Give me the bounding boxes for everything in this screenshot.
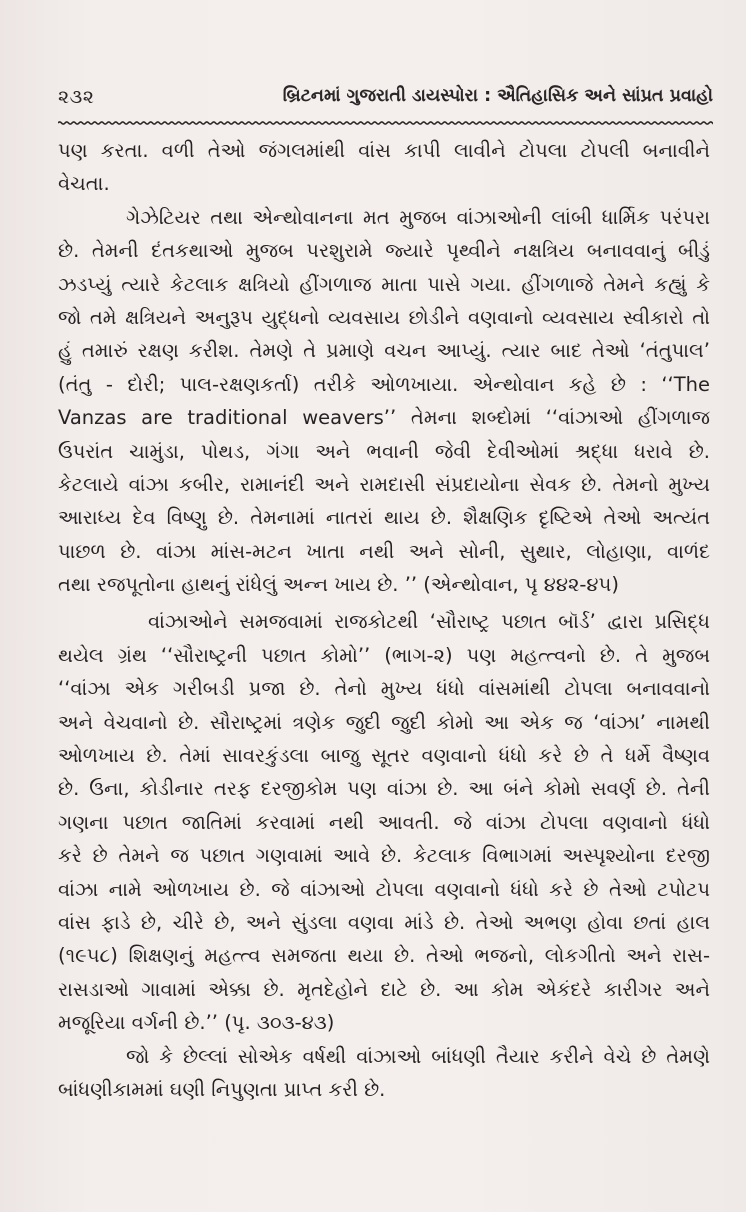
text-line: થયેલ ગ્રંથ ‘‘સૌરાષ્ટ્રની પછાત કોમો’’ (ભાગ-૨) પણ મહત્ત્વનો છે. તે મુજબ xyxy=(58,643,710,667)
paragraph xyxy=(58,1040,710,1107)
text-line: તથા રજપૂતોના હાથનું રાંધેલું અન્ન ખાય છે. ’’ (એન્થોવાન, પૃ ૪૪૨-૪૫) xyxy=(58,573,619,597)
text-line: પણ કરતા. વળી તેઓ જંગલમાંથી વાંસ કાપી લાવીને ટોપલા ટોપલી બનાવીને xyxy=(58,139,710,162)
text-line: બાંધણીકામમાં ઘણી નિપુણતા પ્રાપ્ત કરી છે. xyxy=(58,1077,386,1101)
text-line: હું તમારું રક્ષણ કરીશ. તેમણે તે પ્રમાણે વચન આપ્યું. ત્યાર બાદ તેઓ ‘તંતુપાલ’ xyxy=(58,339,710,363)
text-line: જો કે છેલ્લાં સોએક વર્ષથી વાંઝાઓ બાંધણી તૈયાર કરીને વેચે છે તેમણે xyxy=(126,1044,710,1068)
page-header xyxy=(58,86,713,116)
text-line: રાસડાઓ ગાવામાં એક્કા છે. મૃતદેહોને દાટે છે. આ કોમ એકંદરે કારીગર અને xyxy=(58,977,710,1001)
text-line: કરે છે તેમને જ પછાત ગણવામાં આવે છે. કેટલાક વિભાગમાં અસ્પૃશ્યોના દરજી xyxy=(58,844,710,868)
text-line: વાંઝા નામે ઓળખાય છે. જે વાંઝાઓ ટોપલા વણવાનો ધંધો કરે છે તેઓ ટપોટપ xyxy=(58,877,710,901)
text-line: છે. તેમની દંતકથાઓ મુજબ પરશુરામે જ્યારે પૃથ્વીને નક્ષત્રિય બનાવવાનું બીડું xyxy=(58,239,710,263)
paragraph xyxy=(58,605,710,1039)
text-line: ઝડપ્યું ત્યારે કેટલાક ક્ષત્રિયો હીંગળાજ માતા પાસે ગયા. હીંગળાજે તેમને કહ્યું કે xyxy=(58,272,710,296)
text-line: Vanzas are traditional weavers’’ તેમના શબ્દોમાં ‘‘વાંઝાઓ હીંગળાજ xyxy=(58,406,710,430)
text-line: વેચતા. xyxy=(58,172,110,196)
text-line: (૧૯૫૮) શિક્ષણનું મહત્ત્વ સમજતા થયા છે. તેઓ ભજનો, લોકગીતો અને રાસ- xyxy=(58,944,710,968)
text-line: અને વેચવાનો છે. સૌરાષ્ટ્રમાં ત્રણેક જુદી જુદી કોમો આ એક જ ‘વાંઝા’ નામથી xyxy=(58,710,710,734)
header-wavy-rule xyxy=(58,119,713,127)
text-line: ‘‘વાંઝા એક ગરીબડી પ્રજા છે. તેનો મુખ્ય ધંધો વાંસમાંથી ટોપલા બનાવવાનો xyxy=(58,677,710,701)
text-line: વાંસ ફાડે છે, ચીરે છે, અને સુંડલા વણવા માંડે છે. તેઓ અભણ હોવા છતાં હાલ xyxy=(58,910,710,934)
text-line: આરાધ્ય દેવ વિષ્ણુ છે. તેમનામાં નાતરાં થાય છે. શૈક્ષણિક દૃષ્ટિએ તેઓ અત્યંત xyxy=(58,506,710,530)
text-line: ઓળખાય છે. તેમાં સાવરકુંડલા બાજુ સૂતર વણવાનો ધંધો કરે છે તે ધર્મે વૈષ્ણવ xyxy=(58,744,710,768)
text-line: કેટલાયે વાંઝા કબીર, રામાનંદી અને રામદાસી સંપ્રદાયોના સેવક છે. તેમનો મુખ્ય xyxy=(58,472,710,496)
text-line: મજૂરિયા વર્ગની છે.’’ (પૃ. ૩૦૩-૪૩) xyxy=(58,1011,335,1035)
body-text xyxy=(58,134,710,1106)
paragraph xyxy=(58,134,710,201)
text-line: ઉપરાંત ચામુંડા, પોથડ, ગંગા અને ભવાની જેવી દેવીઓમાં શ્રદ્ધા ધરાવે છે. xyxy=(58,439,710,463)
paragraph xyxy=(58,201,710,602)
page-number: ૨૩૨ xyxy=(58,86,95,108)
text-line: પાછળ છે. વાંઝા માંસ-મટન ખાતા નથી અને સોની, સુથાર, લોહાણા, વાળંદ xyxy=(58,539,710,563)
text-line: છે. ઉના, કોડીનાર તરફ દરજીકોમ પણ વાંઝા છે. આ બંને કોમો સવર્ણ છે. તેની xyxy=(58,777,710,801)
text-line: ગણના પછાત જાતિમાં કરવામાં નથી આવતી. જે વાંઝા ટોપલા વણવાનો ધંધો xyxy=(58,810,710,834)
text-line: જો તમે ક્ષત્રિયને અનુરૂપ યુદ્ધનો વ્યવસાય છોડીને વણવાનો વ્યવસાય સ્વીકારો તો xyxy=(58,305,710,329)
text-line: ગેઝેટિયર તથા એન્થોવાનના મત મુજબ વાંઝાઓની લાંબી ધાર્મિક પરંપરા xyxy=(126,205,710,229)
text-line: વાંઝાઓને સમજવામાં રાજકોટથી ‘સૌરાષ્ટ્ર પછાત બૉર્ડ’ દ્વારા પ્રસિદ્ધ xyxy=(148,610,710,634)
running-title: બ્રિટનમાં ગુજરાતી ડાયસ્પોરા : ઐતિહાસિક અને સાંપ્રત પ્રવાહો xyxy=(282,86,713,106)
text-line: (તંતુ - દોરી; પાલ-રક્ષણકર્તા) તરીકે ઓળખાયા. એન્થોવાન કહે છે : ‘‘The xyxy=(58,372,710,396)
